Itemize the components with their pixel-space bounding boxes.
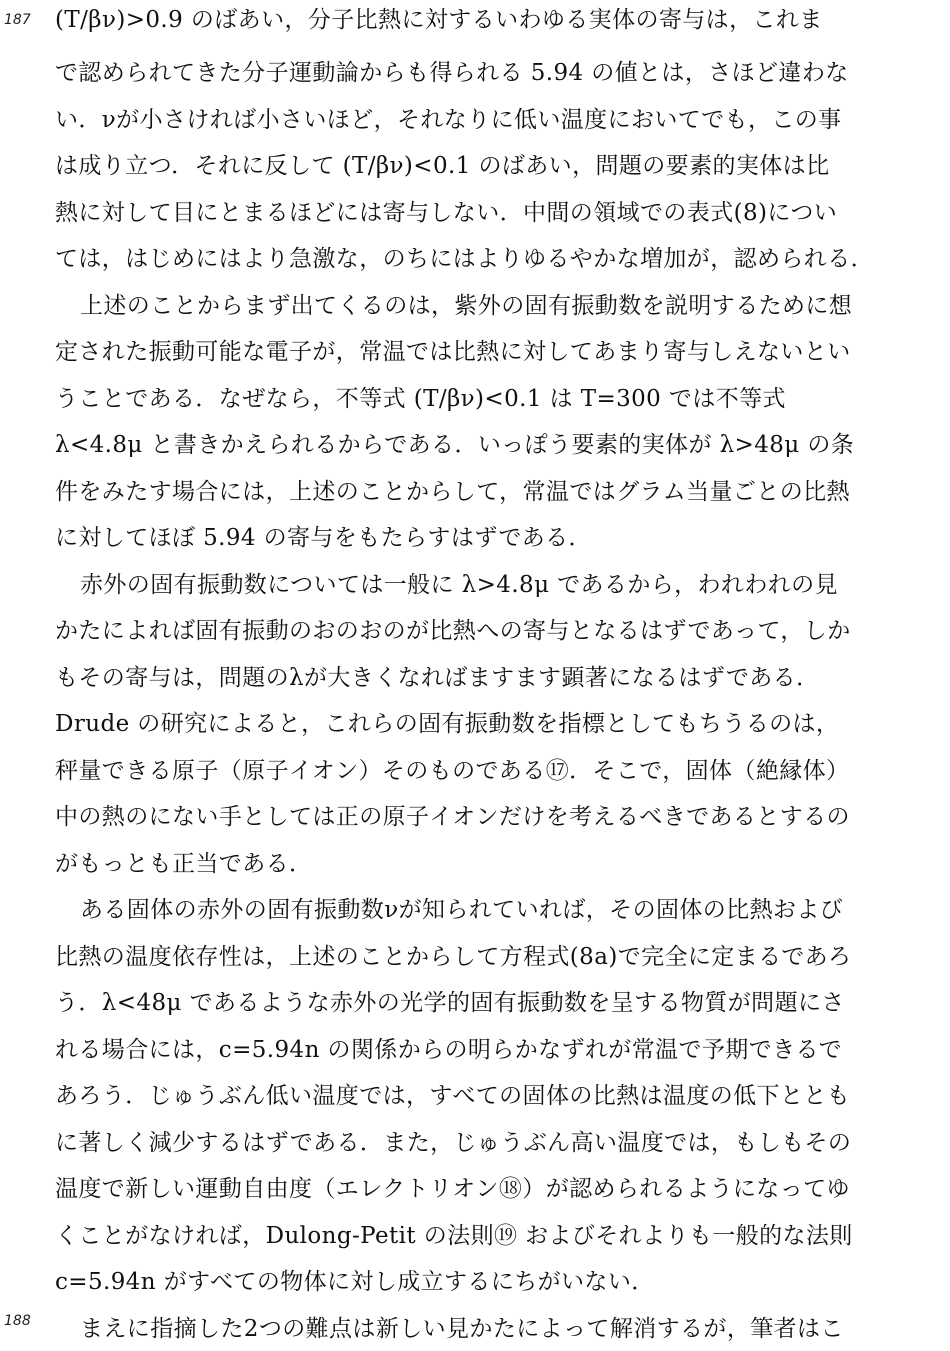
text-line: う．λ<48μ であるような赤外の光学的固有振動数を呈する物質が問題にさ <box>55 990 845 1016</box>
text-line: かたによれば固有振動のおのおのが比熱への寄与となるはずであって，しか <box>55 618 851 644</box>
text-line: 中の熱のにない手としては正の原子イオンだけを考えるべきであるとするの <box>55 804 850 830</box>
text-line: あろう．じゅうぶん低い温度では，すべての固体の比熱は温度の低下ととも <box>55 1083 851 1109</box>
text-line: 上述のことからまず出てくるのは，紫外の固有振動数を説明するために想 <box>80 293 853 319</box>
text-line: ては，はじめにはより急激な，のちにはよりゆるやかな増加が，認められる． <box>55 246 874 272</box>
margin-page-number: 187 <box>4 12 31 28</box>
text-line: 定された振動可能な電子が，常温では比熱に対してあまり寄与しえないとい <box>55 339 851 365</box>
margin-page-number: 188 <box>4 1313 31 1329</box>
text-line: λ<4.8μ と書きかえられるからである．いっぽう要素的実体が λ>48μ の条 <box>55 432 855 458</box>
text-line: がもっとも正当である． <box>55 851 313 877</box>
text-line: ある固体の赤外の固有振動数νが知られていれば，その固体の比熱および <box>80 897 844 923</box>
text-line: Drude の研究によると，これらの固有振動数を指標としてもちうるのは， <box>55 711 840 737</box>
text-line: 熱に対して目にとまるほどには寄与しない．中間の領域での表式(8)につい <box>55 200 838 226</box>
text-line: れる場合には，c=5.94n の関係からの明らかなずれが常温で予期できるで <box>55 1037 843 1063</box>
text-line: 比熱の温度依存性は，上述のことからして方程式(8a)で完全に定まるであろ <box>55 944 852 970</box>
text-line: に著しく減少するはずである．また，じゅうぶん高い温度では，もしもその <box>55 1130 852 1156</box>
text-line: 温度で新しい運動自由度（エレクトリオン⑱）が認められるようになってゆ <box>55 1176 850 1202</box>
text-line: (T/βν)>0.9 のばあい，分子比熱に対するいわゆる実体の寄与は，これま <box>55 7 823 33</box>
text-line: くことがなければ，Dulong-Petit の法則⑲ およびそれよりも一般的な法則 <box>55 1223 853 1249</box>
text-line: c=5.94n がすべての物体に対し成立するにちがいない． <box>55 1269 655 1295</box>
text-line: まえに指摘した2つの難点は新しい見かたによって解消するが，筆者はこ <box>80 1316 844 1342</box>
text-line: うことである．なぜなら，不等式 (T/βν)<0.1 は T=300 では不等式 <box>55 386 786 412</box>
text-line: 赤外の固有振動数については一般に λ>4.8μ であるから，われわれの見 <box>80 572 838 598</box>
text-line: は成り立つ．それに反して (T/βν)<0.1 のばあい，問題の要素的実体は比 <box>55 153 830 179</box>
text-line: で認められてきた分子運動論からも得られる 5.94 の値とは，さほど違わな <box>55 60 849 86</box>
text-line: もその寄与は，問題のλが大きくなればますます顕著になるはずである． <box>55 665 820 691</box>
text-line: い．νが小さければ小さいほど，それなりに低い温度においてでも，この事 <box>55 107 842 133</box>
text-line: に対してほぼ 5.94 の寄与をもたらすはずである． <box>55 525 592 551</box>
text-line: 秤量できる原子（原子イオン）そのものである⑰．そこで，固体（絶縁体） <box>55 758 850 784</box>
text-line: 件をみたす場合には，上述のことからして，常温ではグラム当量ごとの比熱 <box>55 479 850 505</box>
